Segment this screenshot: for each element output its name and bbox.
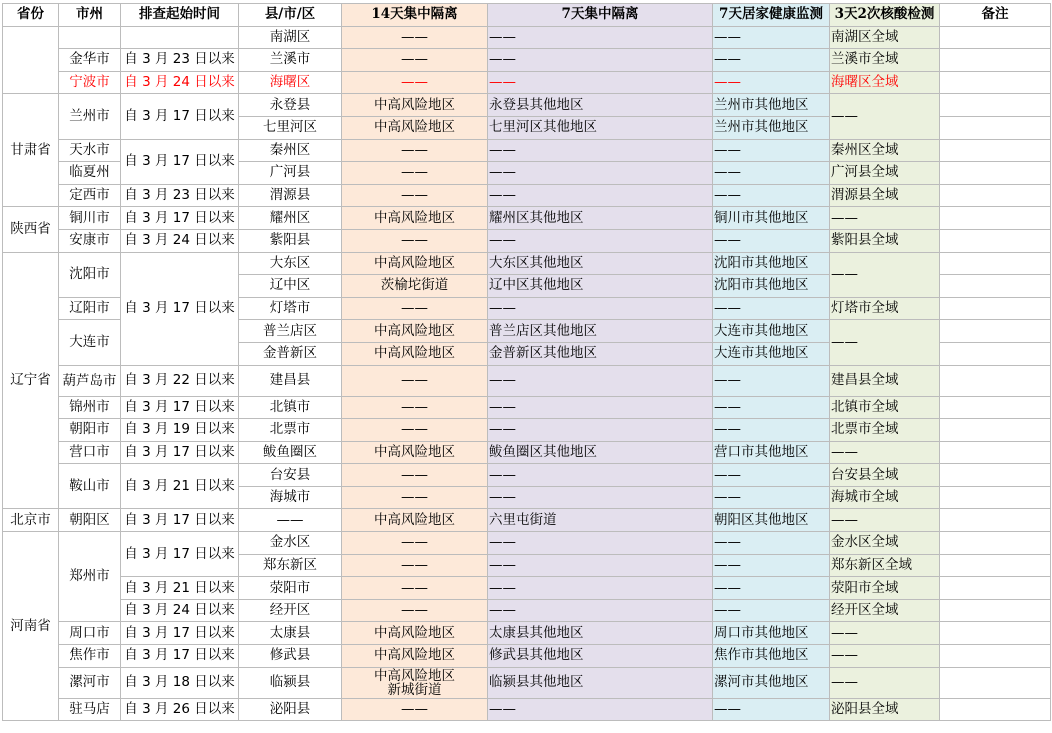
table-row xyxy=(3,26,1051,49)
county-cell: 金普新区 xyxy=(239,342,342,365)
nucleic-cell: 台安县全域 xyxy=(830,464,940,487)
header-start-date: 排查起始时间 xyxy=(121,4,239,27)
date-cell: 自 3 月 21 日以来 xyxy=(121,577,239,600)
q14-cell: 中高风险地区 xyxy=(342,320,488,343)
note-cell xyxy=(940,184,1051,207)
q7-cell: —— xyxy=(488,698,713,721)
header-note: 备注 xyxy=(940,4,1051,27)
date-cell: 自 3 月 24 日以来 xyxy=(121,599,239,622)
table-row xyxy=(3,645,1051,668)
q14-cell: 茨榆坨街道 xyxy=(342,275,488,298)
city-cell: 天水市 xyxy=(59,139,121,162)
q14-cell: —— xyxy=(342,698,488,721)
q14-cell: 中高风险地区 xyxy=(342,252,488,275)
county-cell: 太康县 xyxy=(239,622,342,645)
date-cell: 自 3 月 17 日以来 xyxy=(121,441,239,464)
city-cell: 铜川市 xyxy=(59,207,121,230)
table-row xyxy=(3,698,1051,721)
table-row xyxy=(3,509,1051,532)
note-cell xyxy=(940,275,1051,298)
date-cell: 自 3 月 22 日以来 xyxy=(121,365,239,396)
city-cell: 漯河市 xyxy=(59,667,121,698)
home-cell: —— xyxy=(713,419,830,442)
home-cell: —— xyxy=(713,698,830,721)
home-cell: 大连市其他地区 xyxy=(713,320,830,343)
nucleic-cell: 北镇市全域 xyxy=(830,396,940,419)
header-row xyxy=(3,4,1051,27)
county-cell: 北票市 xyxy=(239,419,342,442)
table-row xyxy=(3,252,1051,275)
note-cell xyxy=(940,49,1051,72)
q7-cell: —— xyxy=(488,184,713,207)
city-cell: 定西市 xyxy=(59,184,121,207)
note-cell xyxy=(940,26,1051,49)
province-cell: 辽宁省 xyxy=(3,252,59,509)
note-cell xyxy=(940,464,1051,487)
home-cell: 焦作市其他地区 xyxy=(713,645,830,668)
date-cell: 自 3 月 19 日以来 xyxy=(121,419,239,442)
risk-area-table xyxy=(2,3,1051,721)
county-cell: 海城市 xyxy=(239,486,342,509)
home-cell: —— xyxy=(713,554,830,577)
q7-cell: —— xyxy=(488,26,713,49)
city-cell: 郑州市 xyxy=(59,532,121,622)
q7-cell: 耀州区其他地区 xyxy=(488,207,713,230)
q14-cell: —— xyxy=(342,297,488,320)
q7-cell: 大东区其他地区 xyxy=(488,252,713,275)
date-cell: 自 3 月 17 日以来 xyxy=(121,532,239,577)
city-cell: 驻马店 xyxy=(59,698,121,721)
date-cell: 自 3 月 26 日以来 xyxy=(121,698,239,721)
nucleic-cell: 渭源县全域 xyxy=(830,184,940,207)
nucleic-cell: 南湖区全域 xyxy=(830,26,940,49)
city-cell: 临夏州 xyxy=(59,162,121,185)
table-row xyxy=(3,577,1051,600)
nucleic-cell: 广河县全域 xyxy=(830,162,940,185)
q14-cell: —— xyxy=(342,532,488,555)
home-cell: 兰州市其他地区 xyxy=(713,116,830,139)
table-row xyxy=(3,139,1051,162)
date-cell: 自 3 月 17 日以来 xyxy=(121,207,239,230)
table-row xyxy=(3,667,1051,698)
q14-cell: —— xyxy=(342,577,488,600)
county-cell: 经开区 xyxy=(239,599,342,622)
q7-cell: —— xyxy=(488,419,713,442)
city-cell: 安康市 xyxy=(59,229,121,252)
q14-cell: —— xyxy=(342,139,488,162)
q14-cell: 中高风险地区 xyxy=(342,509,488,532)
date-cell: 自 3 月 17 日以来 xyxy=(121,252,239,365)
q7-cell: —— xyxy=(488,486,713,509)
note-cell xyxy=(940,577,1051,600)
q7-cell: 六里屯街道 xyxy=(488,509,713,532)
q7-cell: —— xyxy=(488,532,713,555)
home-cell: —— xyxy=(713,396,830,419)
county-cell: 辽中区 xyxy=(239,275,342,298)
q7-cell: —— xyxy=(488,139,713,162)
nucleic-cell: 秦州区全域 xyxy=(830,139,940,162)
q7-cell: —— xyxy=(488,554,713,577)
county-cell: 金水区 xyxy=(239,532,342,555)
note-cell xyxy=(940,94,1051,117)
home-cell: 沈阳市其他地区 xyxy=(713,275,830,298)
home-cell: —— xyxy=(713,26,830,49)
table-row xyxy=(3,94,1051,117)
note-cell xyxy=(940,599,1051,622)
q14-cell: 中高风险地区 xyxy=(342,441,488,464)
nucleic-cell: 兰溪市全域 xyxy=(830,49,940,72)
home-cell: —— xyxy=(713,297,830,320)
province-cell: 北京市 xyxy=(3,509,59,532)
county-cell: 北镇市 xyxy=(239,396,342,419)
table-row xyxy=(3,71,1051,94)
county-cell: 修武县 xyxy=(239,645,342,668)
date-cell: 自 3 月 24 日以来 xyxy=(121,71,239,94)
city-cell: 金华市 xyxy=(59,49,121,72)
note-cell xyxy=(940,116,1051,139)
county-cell: 紫阳县 xyxy=(239,229,342,252)
home-cell: —— xyxy=(713,486,830,509)
county-cell: 临颍县 xyxy=(239,667,342,698)
q7-cell: —— xyxy=(488,71,713,94)
note-cell xyxy=(940,698,1051,721)
note-cell xyxy=(940,667,1051,698)
header-province: 省份 xyxy=(3,4,59,27)
note-cell xyxy=(940,486,1051,509)
nucleic-cell: 北票市全域 xyxy=(830,419,940,442)
nucleic-cell: 海城市全域 xyxy=(830,486,940,509)
date-cell: 自 3 月 17 日以来 xyxy=(121,509,239,532)
nucleic-cell: 紫阳县全域 xyxy=(830,229,940,252)
home-cell: —— xyxy=(713,577,830,600)
header-city: 市州 xyxy=(59,4,121,27)
header-county: 县/市/区 xyxy=(239,4,342,27)
header-nucleic-test: 3天2次核酸检测 xyxy=(830,4,940,27)
table-row xyxy=(3,419,1051,442)
table-row xyxy=(3,441,1051,464)
q14-cell: —— xyxy=(342,71,488,94)
table-row xyxy=(3,207,1051,230)
q14-cell: —— xyxy=(342,419,488,442)
note-cell xyxy=(940,71,1051,94)
county-cell: 郑东新区 xyxy=(239,554,342,577)
city-cell: 鞍山市 xyxy=(59,464,121,509)
q7-cell: 金普新区其他地区 xyxy=(488,342,713,365)
home-cell: 漯河市其他地区 xyxy=(713,667,830,698)
q14-cell: 中高风险地区 xyxy=(342,207,488,230)
q14-cell: —— xyxy=(342,184,488,207)
home-cell: 周口市其他地区 xyxy=(713,622,830,645)
q14-cell: 中高风险地区 xyxy=(342,94,488,117)
province-cell: 甘肃省 xyxy=(3,94,59,207)
county-cell: 兰溪市 xyxy=(239,49,342,72)
city-cell: 锦州市 xyxy=(59,396,121,419)
city-cell: 葫芦岛市 xyxy=(59,365,121,396)
q7-cell: 七里河区其他地区 xyxy=(488,116,713,139)
q7-cell: 普兰店区其他地区 xyxy=(488,320,713,343)
county-cell: 海曙区 xyxy=(239,71,342,94)
q7-cell: 太康县其他地区 xyxy=(488,622,713,645)
city-cell: 营口市 xyxy=(59,441,121,464)
date-cell: 自 3 月 23 日以来 xyxy=(121,49,239,72)
nucleic-cell: 金水区全域 xyxy=(830,532,940,555)
county-cell: 台安县 xyxy=(239,464,342,487)
home-cell: 铜川市其他地区 xyxy=(713,207,830,230)
date-cell: 自 3 月 21 日以来 xyxy=(121,464,239,509)
home-cell: —— xyxy=(713,71,830,94)
nucleic-cell: —— xyxy=(830,509,940,532)
q7-cell: —— xyxy=(488,229,713,252)
note-cell xyxy=(940,365,1051,396)
city-cell: 宁波市 xyxy=(59,71,121,94)
note-cell xyxy=(940,554,1051,577)
q7-cell: —— xyxy=(488,49,713,72)
home-cell: —— xyxy=(713,599,830,622)
home-cell: —— xyxy=(713,532,830,555)
date-cell: 自 3 月 18 日以来 xyxy=(121,667,239,698)
header-home-monitoring: 7天居家健康监测 xyxy=(713,4,830,27)
home-cell: —— xyxy=(713,184,830,207)
table-row xyxy=(3,532,1051,555)
table-row xyxy=(3,622,1051,645)
home-cell: 营口市其他地区 xyxy=(713,441,830,464)
nucleic-cell: 郑东新区全域 xyxy=(830,554,940,577)
note-cell xyxy=(940,441,1051,464)
q7-cell: —— xyxy=(488,577,713,600)
county-cell: 大东区 xyxy=(239,252,342,275)
date-cell: 自 3 月 17 日以来 xyxy=(121,622,239,645)
county-cell: 广河县 xyxy=(239,162,342,185)
city-cell: 沈阳市 xyxy=(59,252,121,297)
note-cell xyxy=(940,509,1051,532)
table-row xyxy=(3,396,1051,419)
home-cell: —— xyxy=(713,464,830,487)
home-cell: —— xyxy=(713,162,830,185)
home-cell: —— xyxy=(713,49,830,72)
county-cell: 鲅鱼圈区 xyxy=(239,441,342,464)
city-cell: 焦作市 xyxy=(59,645,121,668)
q7-cell: —— xyxy=(488,297,713,320)
table-row xyxy=(3,184,1051,207)
nucleic-cell: —— xyxy=(830,441,940,464)
county-cell: 建昌县 xyxy=(239,365,342,396)
city-cell: 朝阳区 xyxy=(59,509,121,532)
home-cell: 沈阳市其他地区 xyxy=(713,252,830,275)
table-row xyxy=(3,229,1051,252)
q7-cell: 修武县其他地区 xyxy=(488,645,713,668)
home-cell: —— xyxy=(713,229,830,252)
header-14day-isolation: 14天集中隔离 xyxy=(342,4,488,27)
county-cell: 耀州区 xyxy=(239,207,342,230)
home-cell: —— xyxy=(713,139,830,162)
province-cell: 陕西省 xyxy=(3,207,59,252)
nucleic-cell: —— xyxy=(830,94,940,139)
table-row xyxy=(3,365,1051,396)
table-row xyxy=(3,49,1051,72)
date-cell: 自 3 月 17 日以来 xyxy=(121,645,239,668)
q7-cell: —— xyxy=(488,365,713,396)
city-cell: 辽阳市 xyxy=(59,297,121,320)
city-cell: 大连市 xyxy=(59,320,121,365)
header-7day-isolation: 7天集中隔离 xyxy=(488,4,713,27)
q7-cell: 辽中区其他地区 xyxy=(488,275,713,298)
q14-cell: —— xyxy=(342,49,488,72)
q14-cell: —— xyxy=(342,26,488,49)
q14-cell: —— xyxy=(342,554,488,577)
note-cell xyxy=(940,229,1051,252)
city-cell: 朝阳市 xyxy=(59,419,121,442)
county-cell: 泌阳县 xyxy=(239,698,342,721)
nucleic-cell: —— xyxy=(830,252,940,297)
nucleic-cell: —— xyxy=(830,622,940,645)
county-cell: 七里河区 xyxy=(239,116,342,139)
note-cell xyxy=(940,396,1051,419)
q14-cell: 中高风险地区 新城街道 xyxy=(342,667,488,698)
q7-cell: 永登县其他地区 xyxy=(488,94,713,117)
city-cell: 兰州市 xyxy=(59,94,121,139)
date-cell xyxy=(121,26,239,49)
nucleic-cell: 海曙区全域 xyxy=(830,71,940,94)
home-cell: 朝阳区其他地区 xyxy=(713,509,830,532)
nucleic-cell: 泌阳县全域 xyxy=(830,698,940,721)
q14-cell: —— xyxy=(342,599,488,622)
county-cell: 荥阳市 xyxy=(239,577,342,600)
city-cell xyxy=(59,26,121,49)
province-cell xyxy=(3,26,59,94)
q7-cell: 临颍县其他地区 xyxy=(488,667,713,698)
nucleic-cell: —— xyxy=(830,645,940,668)
note-cell xyxy=(940,342,1051,365)
home-cell: 兰州市其他地区 xyxy=(713,94,830,117)
note-cell xyxy=(940,320,1051,343)
note-cell xyxy=(940,207,1051,230)
note-cell xyxy=(940,252,1051,275)
nucleic-cell: —— xyxy=(830,207,940,230)
q7-cell: —— xyxy=(488,599,713,622)
nucleic-cell: 灯塔市全域 xyxy=(830,297,940,320)
nucleic-cell: 建昌县全域 xyxy=(830,365,940,396)
q14-cell: —— xyxy=(342,365,488,396)
county-cell: 永登县 xyxy=(239,94,342,117)
q7-cell: 鲅鱼圈区其他地区 xyxy=(488,441,713,464)
q14-cell: 中高风险地区 xyxy=(342,342,488,365)
county-cell: 秦州区 xyxy=(239,139,342,162)
note-cell xyxy=(940,532,1051,555)
nucleic-cell: —— xyxy=(830,667,940,698)
note-cell xyxy=(940,419,1051,442)
q14-cell: —— xyxy=(342,396,488,419)
note-cell xyxy=(940,645,1051,668)
date-cell: 自 3 月 23 日以来 xyxy=(121,184,239,207)
note-cell xyxy=(940,139,1051,162)
province-cell: 河南省 xyxy=(3,532,59,721)
table-row xyxy=(3,464,1051,487)
q14-cell: 中高风险地区 xyxy=(342,645,488,668)
q7-cell: —— xyxy=(488,464,713,487)
county-cell: 南湖区 xyxy=(239,26,342,49)
date-cell: 自 3 月 24 日以来 xyxy=(121,229,239,252)
home-cell: 大连市其他地区 xyxy=(713,342,830,365)
nucleic-cell: 荥阳市全域 xyxy=(830,577,940,600)
county-cell: 普兰店区 xyxy=(239,320,342,343)
date-cell: 自 3 月 17 日以来 xyxy=(121,396,239,419)
q14-cell: 中高风险地区 xyxy=(342,622,488,645)
date-cell: 自 3 月 17 日以来 xyxy=(121,94,239,139)
q7-cell: —— xyxy=(488,162,713,185)
q7-cell: —— xyxy=(488,396,713,419)
nucleic-cell: 经开区全域 xyxy=(830,599,940,622)
city-cell: 周口市 xyxy=(59,622,121,645)
date-cell: 自 3 月 17 日以来 xyxy=(121,139,239,184)
q14-cell: —— xyxy=(342,486,488,509)
q14-cell: —— xyxy=(342,229,488,252)
table-row xyxy=(3,599,1051,622)
county-cell: 渭源县 xyxy=(239,184,342,207)
home-cell: —— xyxy=(713,365,830,396)
note-cell xyxy=(940,297,1051,320)
q14-cell: —— xyxy=(342,162,488,185)
q14-cell: 中高风险地区 xyxy=(342,116,488,139)
nucleic-cell: —— xyxy=(830,320,940,365)
note-cell xyxy=(940,162,1051,185)
county-cell: 灯塔市 xyxy=(239,297,342,320)
note-cell xyxy=(940,622,1051,645)
q14-cell: —— xyxy=(342,464,488,487)
county-cell: —— xyxy=(239,509,342,532)
